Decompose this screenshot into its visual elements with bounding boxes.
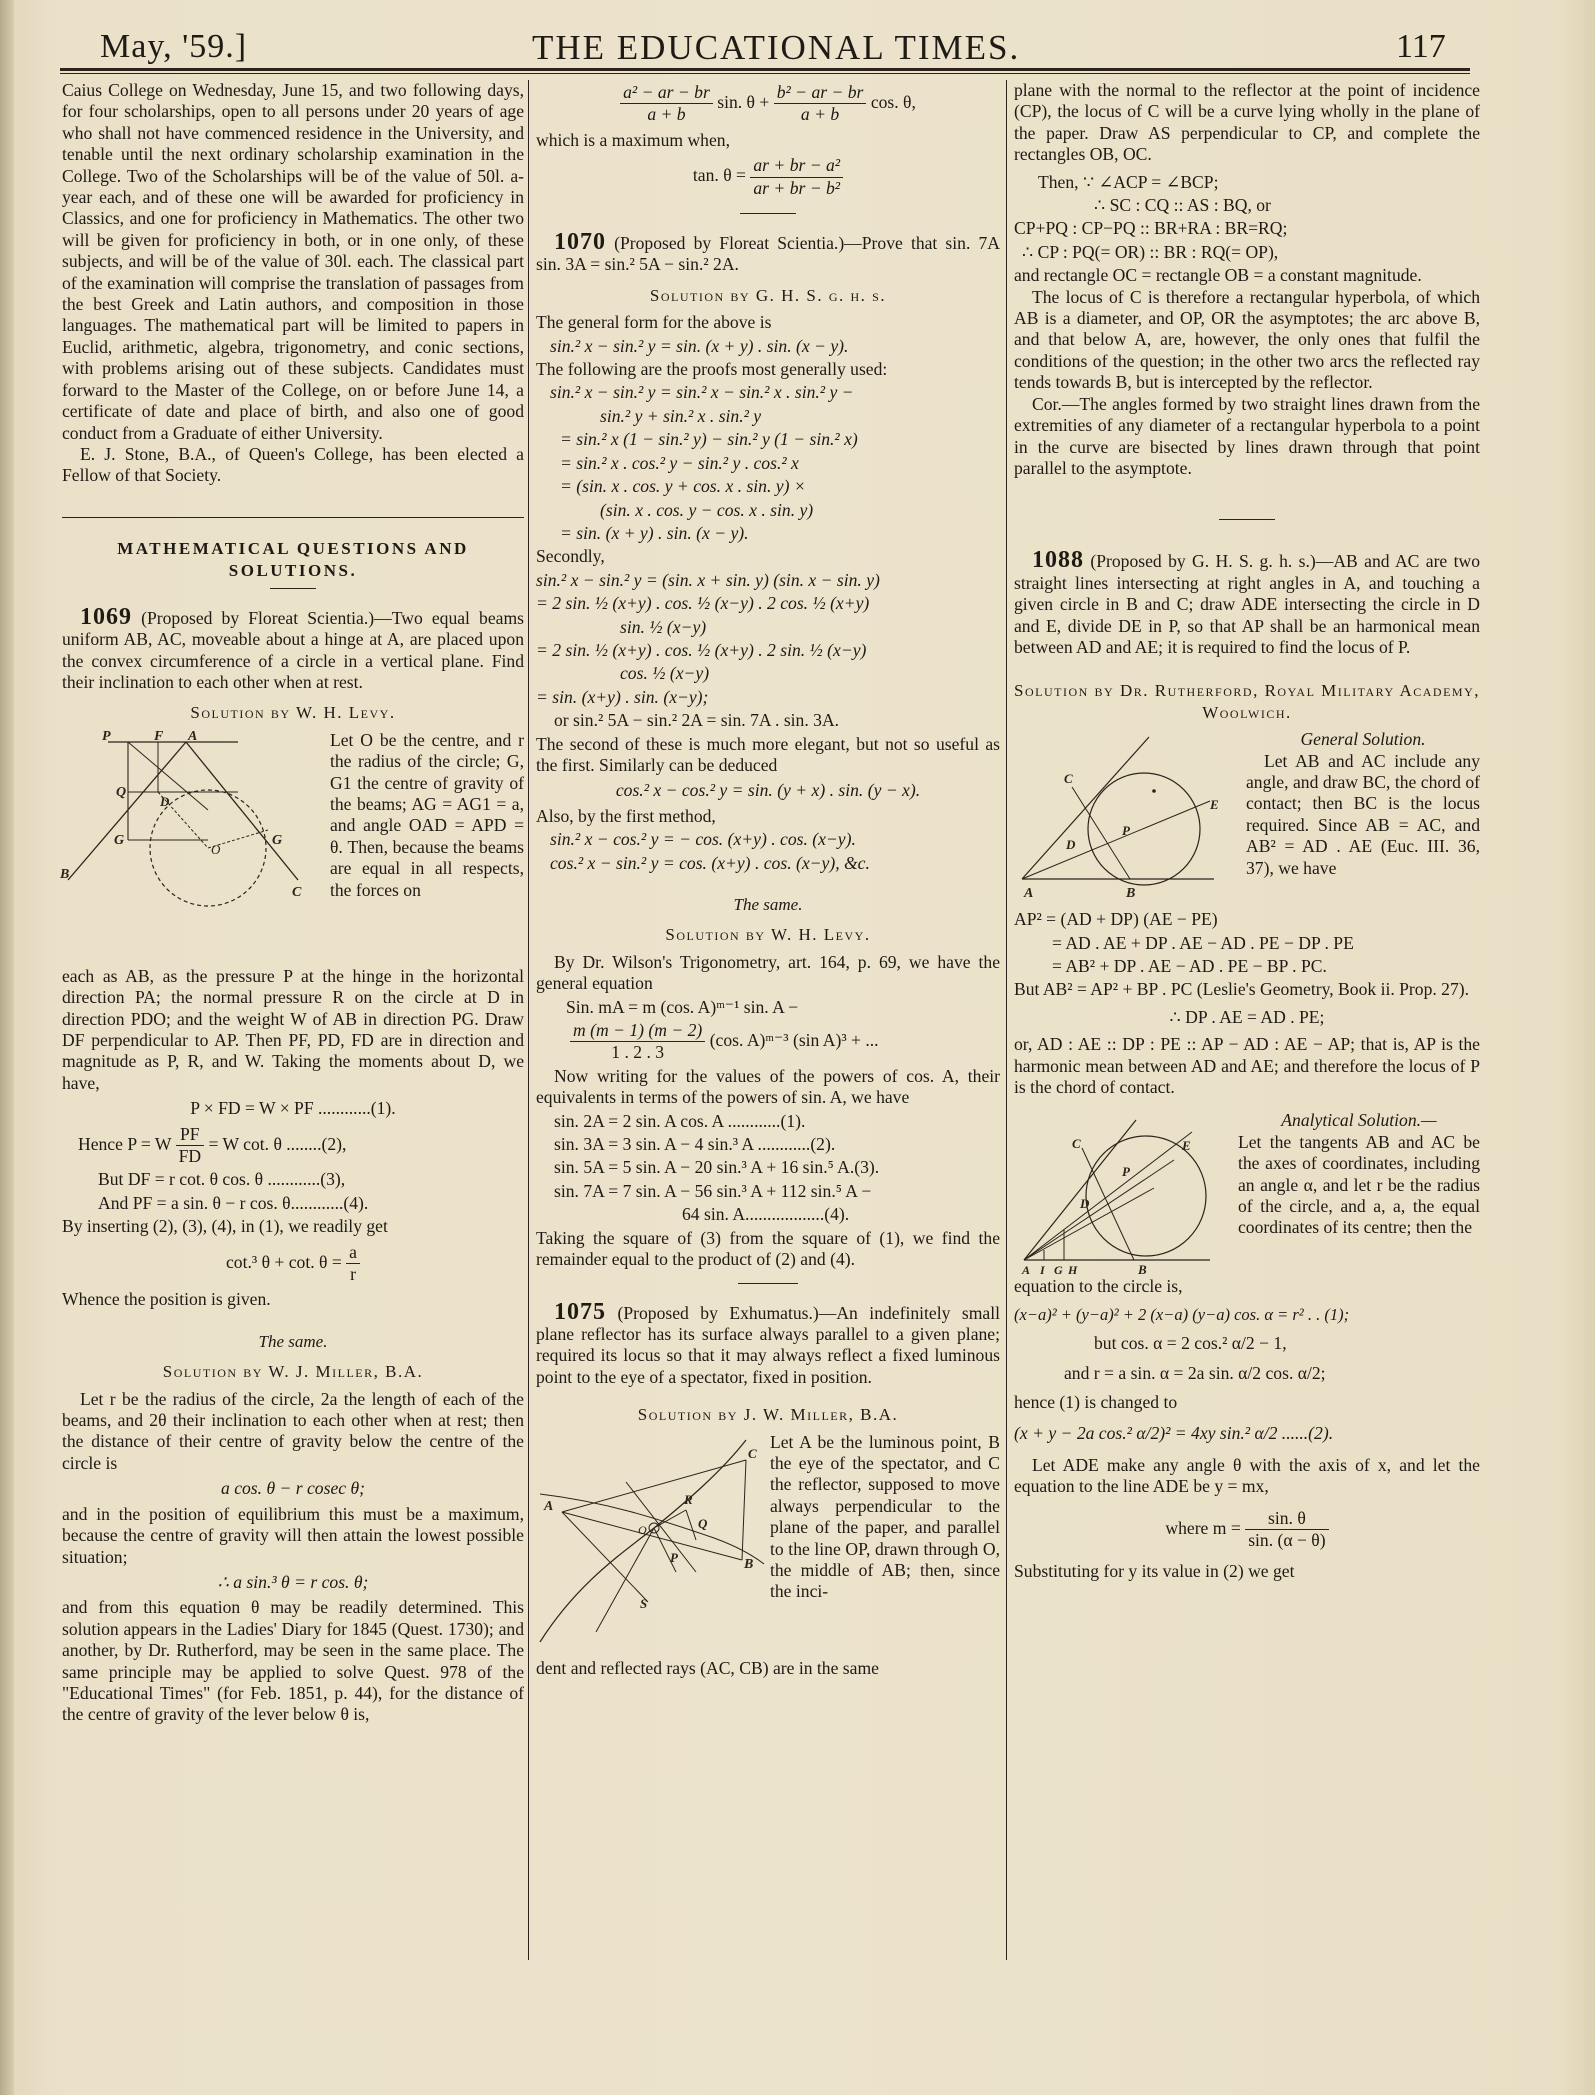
- whence-text: Whence the position is given.: [62, 1289, 271, 1310]
- header-title: THE EDUCATIONAL TIMES.: [532, 28, 1021, 67]
- fig-label-c: C: [292, 884, 302, 900]
- column-rule-2: [1006, 80, 1007, 1960]
- miller-paragraph-3: and from this equation θ may be readily determined. This solution appears in the Ladies' Diary for 1845 (Quest. 1730); and another, by Dr. Rutherford, may be seen in the same place. The same principle may be applied to solve Quest. 978 of the "Educational Times" (for Feb. 1851, p. 44), for the distance of the centre of gravity of the lever below θ is,: [62, 1597, 524, 1725]
- proof-line-1: sin.² x − sin.² y = sin.² x − sin.² x . sin.² y −: [550, 382, 854, 403]
- miller-paragraph-1: Let r be the radius of the circle, 2a the length of each of the beams, and 2θ their inclination to each other when at rest; then the distance of their centre of gravity below the centre of the circle is: [62, 1388, 524, 1473]
- fig4-label-a: A: [1022, 1263, 1031, 1277]
- question-1075: [536, 1298, 1000, 1389]
- question-1088: [1014, 547, 1480, 658]
- tan-fraction: [750, 155, 843, 199]
- fig-label-a: A: [188, 729, 198, 744]
- solution-heading-jwm: Solution by J. W. Miller, B.A.: [637, 1405, 899, 1425]
- fig2-label-r: R: [684, 1491, 693, 1507]
- column-1: [62, 80, 524, 1726]
- solution-heading-ghs: Solution by G. H. S. g. h. s.: [649, 285, 887, 305]
- also-text: Also, by the first method,: [536, 805, 716, 826]
- fraction-denominator: ar + br − b²: [753, 177, 841, 198]
- analytical-eq-4: (x + y − 2a cos.² α/2)² = 4xy sin.² α/2 ......(2).: [1014, 1423, 1334, 1444]
- or-text: or, AD : AE :: DP : PE :: AP − AD : AE − AP; that is, AP is the harmonic mean between AD and AE; and therefore the locus of P is the chord of contact.: [1014, 1034, 1480, 1097]
- fraction-numerator: PF: [176, 1124, 205, 1146]
- fraction-denominator: FD: [178, 1146, 202, 1166]
- tan-equation: [536, 155, 1000, 199]
- cos-equation: cos.² x − cos.² y = sin. (y + x) . sin. (y − x).: [615, 780, 921, 801]
- column-rule-1: [528, 80, 529, 1960]
- equation-2-fraction: [176, 1124, 205, 1168]
- fig3-label-p: P: [1122, 823, 1130, 839]
- where-equation: [1014, 1508, 1480, 1552]
- result-4b: 64 sin. A..................(4).: [682, 1204, 850, 1225]
- tan-left: tan. θ =: [692, 165, 746, 186]
- top-fraction-1: [620, 82, 713, 126]
- top-equation: [536, 82, 1000, 126]
- maximum-text: which is a maximum when,: [536, 129, 730, 150]
- second-line-3a: = 2 sin. ½ (x+y) . cos. ½ (x+y) . 2 sin. ½ (x−y): [536, 639, 867, 660]
- fig-label-b: B: [60, 866, 70, 882]
- page-header: [60, 22, 1460, 70]
- question-text: (Proposed by Floreat Scientia.)—Two equal beams uniform AB, AC, moveable about a hinge at A, are placed upon the convex circumference of a circle in a vertical plane. Find their inclination to each other when at rest.: [62, 607, 524, 692]
- wilson-text: By Dr. Wilson's Trigonometry, art. 164, p. 69, we have the general equation: [536, 951, 1000, 994]
- fraction-denominator: 1 . 2 . 3: [611, 1042, 665, 1063]
- question-1070: [536, 229, 1000, 276]
- beams-circle-figure: [58, 730, 324, 966]
- fig2-label-s: S: [640, 1595, 648, 1611]
- fig3-label-d: D: [1066, 837, 1076, 853]
- second-note: The second of these is much more elegant, but not so useful as the first. Similarly can be deduced: [536, 733, 1000, 775]
- proof-line-3: = sin.² x (1 − sin.² y) − sin.² y (1 − sin.² x): [560, 429, 858, 450]
- caius-notice: Caius College on Wednesday, June 15, and two following days, for four scholarships, open to all persons under 20 years of age who shall not have commenced residence in the University, and tenable until the next ordinary scholarship examination in the College. Two of the Scholarships will be of the value of 50l. a-year each, and of these one will be awarded for proficiency in Classics, and one for proficiency in Mathematics. The other two will be given for proficiency in both, or in one only, of these subjects, and will be of the value of 30l. each. The classical part of the examination will comprise the translation of passages from the best Greek and Latin authors, and composition in those languages. The mathematical part will be limited to papers in Euclid, arithmetic, algebra, trigonometry, and conic sections, with problems arising out of these subjects. Candidates must forward to the Master of the College, on or before June 14, a certificate of date and place of birth, and also one of good conduct from a Graduate of either University.: [62, 80, 524, 443]
- equation-2-right: = W cot. θ ........(2),: [208, 1133, 347, 1154]
- same-heading: The same.: [258, 1331, 328, 1351]
- proof-line-6: (sin. x . cos. y − cos. x . sin. y): [600, 499, 814, 520]
- fig2-label-a: A: [544, 1498, 554, 1514]
- equation-4: And PF = a sin. θ − r cos. θ............(4).: [98, 1192, 369, 1213]
- fig-label-p: P: [102, 729, 111, 744]
- then-line-3: CP+PQ : CP−PQ :: BR+RA : BR=RQ;: [1014, 218, 1288, 239]
- header-date: May, '59.]: [100, 28, 248, 65]
- secondly-text: Secondly,: [536, 546, 605, 567]
- fig4-label-i: I: [1040, 1263, 1045, 1277]
- also-equation-1: sin.² x − cos.² y = − cos. (x+y) . cos. (x−y).: [550, 829, 856, 850]
- fig-label-f: F: [154, 729, 164, 744]
- fraction-numerator: a: [346, 1242, 360, 1264]
- section-rule: [62, 517, 524, 518]
- question-number: 1069: [80, 603, 132, 630]
- fraction-denominator: sin. (α − θ): [1248, 1530, 1326, 1551]
- fig-label-o: O: [211, 841, 221, 857]
- corollary-text: Cor.—The angles formed by two straight lines drawn from the extremities of any diameter of a rectangular hyperbola to a point in the curve are bisected by lines drawn through that point parallel to the asymptote.: [1014, 393, 1480, 478]
- fig2-label-b: B: [744, 1556, 754, 1572]
- page-gutter-shadow: [0, 0, 14, 2095]
- second-line-4: = sin. (x+y) . sin. (x−y);: [536, 686, 709, 707]
- section-heading: MATHEMATICAL QUESTIONS AND SOLUTIONS.: [117, 538, 469, 580]
- jwm-side-text: Let A be the luminous point, B the eye of the spectator, and C the reflector, supposed to move always perpendicular to the plane of the paper, and parallel to the line OP, drawn through O, the middle of AB; then, since the inci-: [770, 1431, 1000, 1602]
- then-line-2: ∴ SC : CQ :: AS : BQ, or: [1094, 195, 1271, 216]
- stone-notice: E. J. Stone, B.A., of Queen's College, has been elected a Fellow of that Society.: [62, 443, 524, 486]
- second-line-2a: = 2 sin. ½ (x+y) . cos. ½ (x−y) . 2 cos. ½ (x+y): [536, 593, 870, 614]
- header-rule-thin: [60, 73, 1470, 74]
- fig4-label-c: C: [1072, 1136, 1081, 1152]
- general-side: [1246, 729, 1480, 879]
- substituting-text: Substituting for y its value in (2) we get: [1014, 1561, 1295, 1582]
- fig3-label-a: A: [1024, 886, 1034, 902]
- figure-block-reflector: [536, 1432, 1000, 1658]
- question-text: (Proposed by Floreat Scientia.)—Prove that sin. 7A sin. 3A = sin.² 5A − sin.² 2A.: [536, 233, 1000, 275]
- miller-paragraph-2: and in the position of equilibrium this must be a maximum, because the centre of gravity will then attain the lowest possible situation;: [62, 1503, 524, 1567]
- fig4-label-e: E: [1182, 1138, 1191, 1154]
- fig4-label-p: P: [1122, 1164, 1130, 1180]
- equation-3: But DF = r cot. θ cos. θ ............(3),: [98, 1169, 346, 1190]
- equation-2: [78, 1124, 524, 1168]
- general-equation: sin.² x − sin.² y = sin. (x + y) . sin. (x − y).: [550, 335, 849, 356]
- fig2-label-o: O: [638, 1522, 647, 1537]
- then-line-1: Then, ∵ ∠ACP = ∠BCP;: [1038, 171, 1219, 192]
- header-rule: [60, 68, 1470, 71]
- rectangle-text: and rectangle OC = rectangle OB = a constant magnitude.: [1014, 265, 1422, 286]
- fraction-denominator: a + b: [800, 104, 840, 125]
- wilson-equation-2-right: (cos. A)ᵐ⁻³ (sin A)³ + ...: [709, 1029, 879, 1050]
- miller-equation-2: ∴ a sin.³ θ = r cos. θ;: [217, 1571, 369, 1592]
- result-1: sin. 2A = 2 sin. A cos. A ............(1).: [554, 1110, 806, 1131]
- question-1069: [62, 603, 524, 694]
- reflector-continuation: plane with the normal to the reflector at the point of incidence (CP), the locus of C will be a curve lying wholly in the plane of the paper. Draw AS perpendicular to CP, and complete the rectangles OB, OC.: [1014, 80, 1480, 165]
- fig4-label-b: B: [1138, 1262, 1147, 1277]
- result-4a: sin. 7A = 7 sin. A − 56 sin.³ A + 112 sin.⁵ A −: [554, 1180, 872, 1201]
- second-line-3b: cos. ½ (x−y): [620, 663, 710, 684]
- levy-side-text: Let O be the centre, and r the radius of the circle; G, G1 the centre of gravity of the beams; AG = AG1 = a, and angle OAD = APD = θ. Then, because the beams are equal in all respects, the forces on: [330, 729, 524, 900]
- equation-2-left: Hence P = W: [78, 1133, 172, 1154]
- proof-line-2: sin.² y + sin.² x . sin.² y: [600, 405, 762, 426]
- same-heading: The same.: [733, 895, 803, 914]
- fig-label-g1: G: [272, 832, 283, 848]
- fig-label-d: D: [160, 793, 170, 809]
- equation-5-fraction: [346, 1242, 360, 1286]
- general-solution-figure: [1014, 729, 1244, 907]
- locus-text: The locus of C is therefore a rectangular hyperbola, of which AB is a diameter, and OP, OR the asymptotes; the arc above B, and that below A, are, however, the only ones that fulfil the conditions of the question; in the other two arcs the reflected ray tends towards B, but is intercepted by the reflector.: [1014, 286, 1480, 393]
- short-rule: [1219, 519, 1275, 520]
- let-ade-text: Let ADE make any angle θ with the axis of x, and let the equation to the line ADE be y = mx,: [1014, 1454, 1480, 1497]
- fig3-label-e: E: [1210, 797, 1219, 813]
- fig2-label-c: C: [748, 1445, 757, 1461]
- also-equation-2: cos.² x − sin.² y = cos. (x+y) . cos. (x−y), &c.: [550, 852, 870, 873]
- question-text: (Proposed by G. H. S. g. h. s.)—AB and AC are two straight lines intersecting at right angles in A, and touching a given circle in B and C; draw ADE intersecting the circle in D and E, divide DE in P, so that AP shall be an harmonical mean between AD and AE; it is required to find the locus of P.: [1014, 551, 1480, 657]
- solution-heading-miller: Solution by W. J. Miller, B.A.: [162, 1362, 424, 1382]
- column-3: [1014, 80, 1480, 1583]
- proof-line-5: = (sin. x . cos. y + cos. x . sin. y) ×: [560, 476, 806, 497]
- top-equation-middle: sin. θ +: [717, 91, 770, 112]
- equation-1: P × FD = W × PF ............(1).: [190, 1098, 396, 1119]
- fraction-numerator: sin. θ: [1245, 1508, 1328, 1530]
- following-text: The following are the proofs most generally used:: [536, 359, 888, 380]
- solution-heading-levy: Solution by W. H. Levy.: [665, 925, 871, 945]
- where-left: where m =: [1165, 1517, 1241, 1538]
- fig4-label-d: D: [1080, 1196, 1090, 1212]
- question-text: (Proposed by Exhumatus.)—An indefinitely small plane reflector has its surface always parallel to a given plane; required its locus so that it may always reflect a fixed luminous point to the eye of a spectator, fixed in position.: [536, 1302, 1000, 1387]
- fraction-numerator: b² − ar − br: [774, 82, 867, 104]
- general-form-text: The general form for the above is: [536, 312, 772, 333]
- wilson-equation-2: [570, 1020, 1000, 1064]
- analytical-continuation: equation to the circle is,: [1014, 1276, 1183, 1297]
- jwm-continuation: dent and reflected rays (AC, CB) are in the same: [536, 1657, 879, 1678]
- analytical-side: [1238, 1110, 1480, 1238]
- second-line-2b: sin. ½ (x−y): [620, 616, 707, 637]
- fig-label-g: G: [114, 832, 125, 848]
- equation-5-left: cot.³ θ + cot. θ =: [226, 1251, 342, 1272]
- fraction-denominator: r: [350, 1264, 356, 1285]
- short-rule: [270, 588, 316, 589]
- taking-text: Taking the square of (3) from the square of (1), we find the remainder equal to the product of (2) and (4).: [536, 1227, 1000, 1270]
- then-line-4: ∴ CP : PQ(= OR) :: BR : RQ(= OP),: [1022, 241, 1279, 262]
- fraction-numerator: ar + br − a²: [750, 155, 843, 177]
- fraction-numerator: a² − ar − br: [620, 82, 713, 104]
- result-3: sin. 5A = 5 sin. A − 20 sin.³ A + 16 sin.⁵ A.(3).: [554, 1157, 880, 1178]
- short-rule: [740, 213, 796, 214]
- header-page-number: 117: [1396, 28, 1446, 65]
- question-number: 1088: [1032, 547, 1084, 574]
- fraction-numerator: m (m − 1) (m − 2): [570, 1020, 705, 1042]
- by-inserting: By inserting (2), (3), (4), in (1), we readily get: [62, 1216, 388, 1237]
- fig2-label-p: P: [670, 1549, 678, 1565]
- fig3-label-b: B: [1126, 886, 1136, 902]
- dp-equation: ∴ DP . AE = AD . PE;: [1169, 1006, 1325, 1027]
- equation-5: [62, 1242, 524, 1286]
- second-line-1: sin.² x − sin.² y = (sin. x + sin. y) (sin. x − sin. y): [536, 569, 880, 590]
- wilson-fraction: [570, 1020, 705, 1064]
- question-number: 1075: [554, 1298, 606, 1325]
- figure-block-analytical: [1014, 1110, 1480, 1276]
- general-eq-1: AP² = (AD + DP) (AE − PE): [1014, 909, 1218, 930]
- result-2: sin. 3A = 3 sin. A − 4 sin.³ A ............(2).: [554, 1134, 836, 1155]
- fig3-label-c: C: [1064, 771, 1073, 787]
- proof-line-7: = sin. (x + y) . sin. (x − y).: [560, 522, 749, 543]
- miller-equation-1: a cos. θ − r cosec θ;: [221, 1478, 365, 1499]
- proof-line-4: = sin.² x . cos.² y − sin.² y . cos.² x: [560, 452, 799, 473]
- short-rule: [738, 1283, 798, 1284]
- fig2-label-q: Q: [698, 1515, 708, 1531]
- figure-block-general: [1014, 729, 1480, 907]
- levy-continuation: each as AB, as the pressure P at the hinge in the horizontal direction PA; the normal pressure R on the circle at D in direction PDO; and the weight W of AB in direction PG. Draw DF perpendicular to AP. Then PF, PD, FD are in direction and magnitude as P, R, and W. Taking the moments about D, we have,: [62, 965, 524, 1093]
- second-line-5: or sin.² 5A − sin.² 2A = sin. 7A . sin. 3A.: [554, 710, 840, 731]
- wilson-equation-1: Sin. mA = m (cos. A)ᵐ⁻¹ sin. A −: [566, 996, 799, 1017]
- figure-block-beams: [62, 730, 524, 966]
- general-eq-2: = AD . AE + DP . AE − AD . PE − DP . PE: [1052, 932, 1354, 953]
- hence-text: hence (1) is changed to: [1014, 1392, 1178, 1413]
- analytical-solution-figure: [1014, 1110, 1236, 1276]
- top-equation-end: cos. θ,: [870, 91, 916, 112]
- analytical-side-text: Let the tangents AB and AC be the axes of coordinates, including an angle α, and let r be the radius of the circle, and a, a, the equal coordinates of its centre; then the: [1238, 1131, 1480, 1238]
- top-fraction-2: [774, 82, 867, 126]
- analytical-heading: Analytical Solution.—: [1281, 1110, 1437, 1131]
- fig-label-q: Q: [116, 784, 127, 800]
- fig4-label-g: G: [1054, 1263, 1063, 1277]
- analytical-eq-2: but cos. α = 2 cos.² α/2 − 1,: [1094, 1333, 1287, 1354]
- fraction-denominator: a + b: [647, 104, 686, 125]
- solution-heading-rutherford: Solution by Dr. Rutherford, Royal Military Academy, Woolwich.: [1014, 681, 1480, 722]
- now-writing-text: Now writing for the values of the powers of cos. A, their equivalents in terms of the powers of sin. A, we have: [536, 1065, 1000, 1108]
- column-2: [536, 80, 1000, 1679]
- general-eq-3: = AB² + DP . AE − AD . PE − BP . PC.: [1052, 955, 1327, 976]
- question-number: 1070: [554, 229, 606, 256]
- general-side-text: Let AB and AC include any angle, and draw BC, the chord of contact; then BC is the locus required. Since AB = AC, and AB² = AD . AE (Euc. III. 36, 37), we have: [1246, 750, 1480, 878]
- reflector-figure: [536, 1432, 768, 1658]
- where-fraction: [1245, 1508, 1328, 1552]
- analytical-eq-3: and r = a sin. α = 2a sin. α/2 cos. α/2;: [1064, 1362, 1326, 1383]
- fig4-label-h: H: [1068, 1263, 1078, 1277]
- analytical-eq-1: (x−a)² + (y−a)² + 2 (x−a) (y−a) cos. α = r² . . (1);: [1014, 1304, 1350, 1324]
- general-heading: General Solution.: [1300, 729, 1426, 750]
- solution-heading: Solution by W. H. Levy.: [190, 703, 396, 723]
- but-text: But AB² = AP² + BP . PC (Leslie's Geometry, Book ii. Prop. 27).: [1014, 979, 1470, 1000]
